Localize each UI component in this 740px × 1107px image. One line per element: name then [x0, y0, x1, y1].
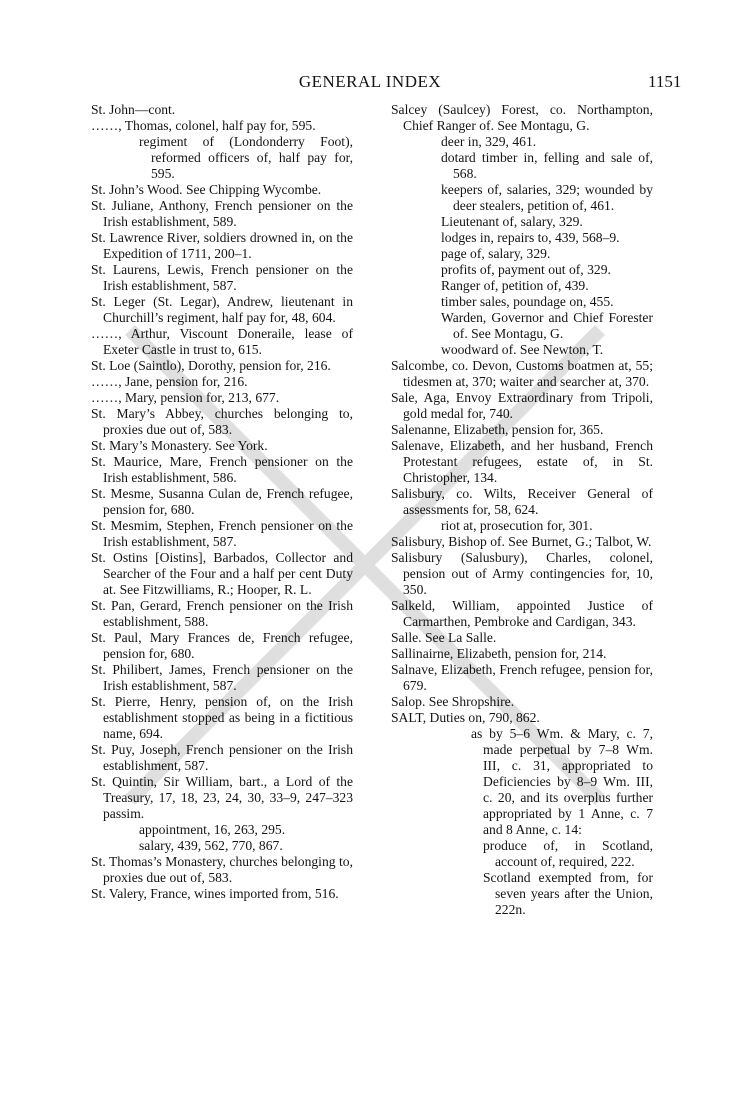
right-index-entry: Salisbury, co. Wilts, Receiver General of assessments for, 58, 624.: [391, 486, 653, 517]
right-index-entry: Sallinairne, Elizabeth, pension for, 214.: [391, 646, 607, 661]
left-index-entry: St. Thomas’s Monastery, churches belonging to, proxies due out of, 583.: [91, 854, 353, 885]
left-index-entry: ……, Mary, pension for, 213, 677.: [91, 390, 280, 405]
right-index-entry: Salcey (Saulcey) Forest, co. Northampton, Chief Ranger of. See Montagu, G.: [391, 102, 653, 133]
right-index-entry: Salisbury, Bishop of. See Burnet, G.; Talbot, W.: [391, 534, 652, 549]
left-index-entry: St. John—cont.: [91, 102, 176, 117]
right-index-entry: deer in, 329, 461.: [441, 134, 537, 149]
right-index-entry: dotard timber in, felling and sale of, 568.: [441, 150, 653, 181]
left-index-entry: St. Mary’s Abbey, churches belonging to, proxies due out of, 583.: [91, 406, 353, 437]
running-title: GENERAL INDEX: [298, 72, 442, 91]
right-index-entry: page of, salary, 329.: [441, 246, 551, 261]
right-index-entry: Salenanne, Elizabeth, pension for, 365.: [391, 422, 604, 437]
left-index-entry: St. Mary’s Monastery. See York.: [91, 438, 268, 453]
page-number: 1151: [648, 72, 682, 91]
left-index-entry: ……, Jane, pension for, 216.: [91, 374, 248, 389]
left-index-entry: St. Pan, Gerard, French pensioner on the Irish establishment, 588.: [91, 598, 353, 629]
right-index-entry: woodward of. See Newton, T.: [441, 342, 604, 357]
right-index-entry: Salop. See Shropshire.: [391, 694, 515, 709]
right-index-entry: produce of, in Scotland, account of, required, 222.: [483, 838, 653, 869]
left-index-entry: St. Pierre, Henry, pension of, on the Irish establishment stopped as being in a fictitious name, 694.: [91, 694, 353, 741]
right-index-entry: timber sales, poundage on, 455.: [441, 294, 614, 309]
right-index-entry: Salkeld, William, appointed Justice of Carmarthen, Pembroke and Cardigan, 343.: [391, 598, 653, 629]
right-index-entry: Salcombe, co. Devon, Customs boatmen at, 55; tidesmen at, 370; waiter and searcher at, 370.: [391, 358, 653, 389]
left-index-entry: St. Mesme, Susanna Culan de, French refugee, pension for, 680.: [91, 486, 353, 517]
right-index-entry: keepers of, salaries, 329; wounded by deer stealers, petition of, 461.: [441, 182, 653, 213]
left-index-entry: St. Philibert, James, French pensioner on the Irish establishment, 587.: [91, 662, 353, 693]
left-index-entry: St. Juliane, Anthony, French pensioner on the Irish establishment, 589.: [91, 198, 353, 229]
right-index-entry: Lieutenant of, salary, 329.: [441, 214, 583, 229]
right-index-entry: Ranger of, petition of, 439.: [441, 278, 589, 293]
left-index-entry: St. Puy, Joseph, French pensioner on the Irish establishment, 587.: [91, 742, 353, 773]
right-index-column: [391, 102, 653, 918]
left-index-entry: St. John’s Wood. See Chipping Wycombe.: [91, 182, 322, 197]
right-index-entry: as by 5–6 Wm. & Mary, c. 7, made perpetual by 7–8 Wm. III, c. 31, appropriated to Deficiencies by 8–9 Wm. III, c. 20, and its overplus further appropriated by 1 Anne, c. 7 and 8 Anne, c. 14:: [471, 726, 653, 837]
left-index-entry: St. Maurice, Mare, French pensioner on the Irish establishment, 586.: [91, 454, 353, 485]
left-index-entry: ……, Arthur, Viscount Doneraile, lease of Exeter Castle in trust to, 615.: [91, 326, 353, 357]
right-index-entry: SALT, Duties on, 790, 862.: [391, 710, 540, 725]
right-index-entry: Salnave, Elizabeth, French refugee, pension for, 679.: [391, 662, 653, 693]
right-index-entry: Scotland exempted from, for seven years after the Union, 222n.: [483, 870, 653, 917]
left-index-entry: St. Valery, France, wines imported from, 516.: [91, 886, 339, 901]
right-index-entry: Sale, Aga, Envoy Extraordinary from Tripoli, gold medal for, 740.: [391, 390, 653, 421]
right-index-entry: Salisbury (Salusbury), Charles, colonel, pension out of Army contingencies for, 10, 350.: [391, 550, 653, 597]
left-index-entry: St. Loe (Saintlo), Dorothy, pension for, 216.: [91, 358, 331, 373]
right-index-entry: profits of, payment out of, 329.: [441, 262, 611, 277]
right-index-entry: lodges in, repairs to, 439, 568–9.: [441, 230, 620, 245]
left-index-entry: St. Quintin, Sir William, bart., a Lord of the Treasury, 17, 18, 23, 24, 30, 33–9, 247–323 passim.: [91, 774, 353, 821]
left-index-entry: St. Laurens, Lewis, French pensioner on the Irish establishment, 587.: [91, 262, 353, 293]
left-index-entry: St. Lawrence River, soldiers drowned in, on the Expedition of 1711, 200–1.: [91, 230, 353, 261]
right-index-entry: Salenave, Elizabeth, and her husband, French Protestant refugees, estate of, in St. Christopher, 134.: [391, 438, 653, 485]
left-index-entry: St. Paul, Mary Frances de, French refugee, pension for, 680.: [91, 630, 353, 661]
left-index-entry: St. Ostins [Oistins], Barbados, Collector and Searcher of the Four and a half per cent Duty at. See Fitzwilliams, R.; Hooper, R. L.: [91, 550, 353, 597]
right-index-entry: riot at, prosecution for, 301.: [441, 518, 593, 533]
left-index-entry: salary, 439, 562, 770, 867.: [139, 838, 283, 853]
left-index-entry: ……, Thomas, colonel, half pay for, 595.: [91, 118, 316, 133]
right-index-entry: Warden, Governor and Chief Forester of. See Montagu, G.: [441, 310, 653, 341]
left-index-entry: regiment of (Londonderry Foot), reformed officers of, half pay for, 595.: [139, 134, 353, 181]
left-index-entry: St. Mesmim, Stephen, French pensioner on the Irish establishment, 587.: [91, 518, 353, 549]
right-index-entry: Salle. See La Salle.: [391, 630, 497, 645]
left-index-column: [91, 102, 353, 902]
left-index-entry: appointment, 16, 263, 295.: [139, 822, 286, 837]
left-index-entry: St. Leger (St. Legar), Andrew, lieutenant in Churchill’s regiment, half pay for, 48, 604.: [91, 294, 353, 325]
